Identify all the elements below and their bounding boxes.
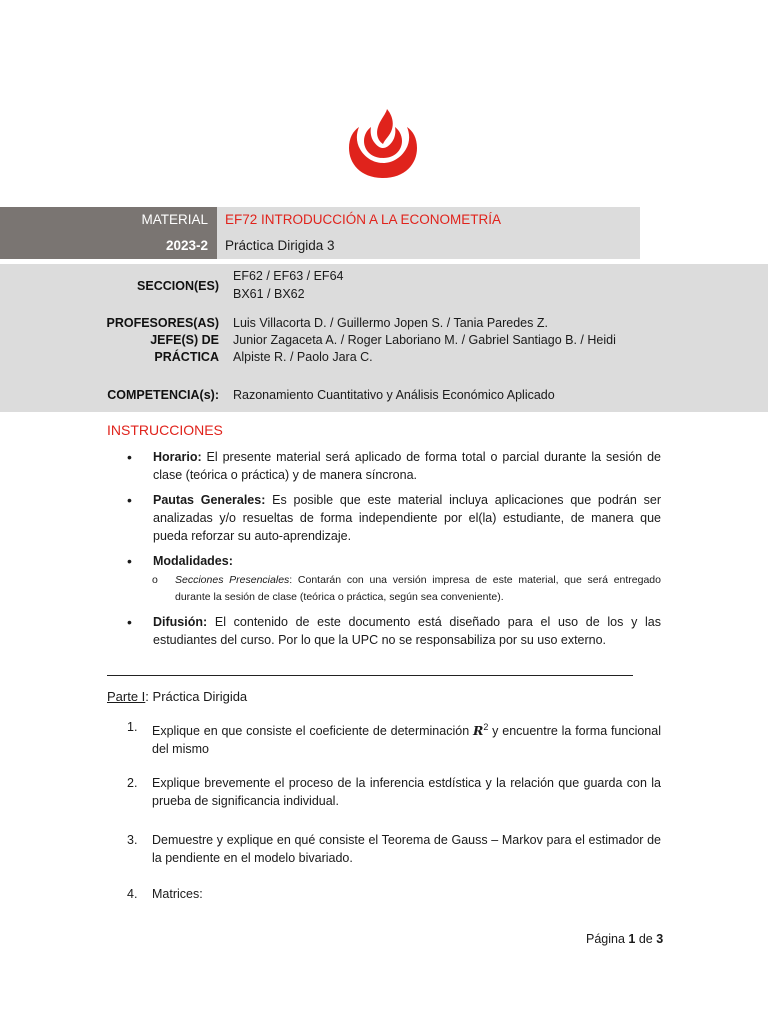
modalidades-sub-item xyxy=(123,572,661,606)
question-number: 2. xyxy=(127,776,138,790)
jefes-label-line-2: PRÁCTICA xyxy=(154,350,219,364)
material-label: MATERIAL xyxy=(0,207,217,233)
instructions-title: INSTRUCCIONES xyxy=(107,422,223,438)
part-title: : Práctica Dirigida xyxy=(145,689,248,704)
instruction-pautas xyxy=(123,491,661,545)
question-1 xyxy=(127,718,661,758)
course-title: EF72 INTRODUCCIÓN A LA ECONOMETRÍA xyxy=(217,207,640,233)
sections-line-1: EF62 / EF63 / EF64 xyxy=(233,269,344,283)
instruction-horario xyxy=(123,448,661,484)
bullet-icon: • xyxy=(127,492,132,508)
part-heading xyxy=(107,689,247,704)
bullet-icon: • xyxy=(127,553,132,569)
course-info-block xyxy=(0,264,768,412)
instruction-modalidades xyxy=(123,552,661,606)
question-1-text-post: y encuentre la forma funcional del mismo xyxy=(152,724,661,757)
header-row-period xyxy=(0,233,640,259)
question-number: 1. xyxy=(127,720,138,734)
upc-logo-icon xyxy=(347,108,419,180)
page-current: 1 xyxy=(628,932,636,946)
page-of-word: de xyxy=(635,932,657,946)
modalidades-sub-italic: Secciones Presenciales xyxy=(175,574,290,586)
activity-title: Práctica Dirigida 3 xyxy=(217,233,640,259)
professors-value: Luis Villacorta D. / Guillermo Jopen S. / Tania Paredes Z. xyxy=(233,316,548,330)
difusion-label: Difusión: xyxy=(153,615,208,629)
question-4 xyxy=(127,885,661,903)
r-squared-exponent: 2 xyxy=(483,722,489,732)
horario-text: El presente material será aplicado de forma total o parcial durante la sesión de clase (teórica o práctica) y de manera síncrona. xyxy=(153,450,661,482)
bullet-icon: • xyxy=(127,449,132,465)
question-2-text: Explique brevemente el proceso de la inferencia estdística y la relación que guarda con la prueba de significancia individual. xyxy=(152,776,661,808)
difusion-text: El contenido de este documento está diseñado para el uso de los y las estudiantes del curso. Por lo que la UPC no se responsabiliza por su uso externo. xyxy=(153,615,661,647)
pautas-label: Pautas Generales: xyxy=(153,493,266,507)
period-label: 2023-2 xyxy=(0,233,217,259)
part-label: Parte I xyxy=(107,689,146,704)
pautas-text: Es posible que este material incluya aplicaciones que podrán ser analizadas y/o resueltas de forma independiente por el(la) estudiante, de manera que pueda reforzar su auto-aprendizaje. xyxy=(153,493,661,543)
sections-label: SECCION(ES) xyxy=(137,279,219,293)
header-row-material xyxy=(0,207,640,233)
page-number xyxy=(586,932,663,946)
r-squared-symbol: R xyxy=(472,723,484,739)
modalidades-label: Modalidades: xyxy=(153,554,233,568)
bullet-icon: • xyxy=(127,614,132,630)
jefes-value-line-2: Alpiste R. / Paolo Jara C. xyxy=(233,350,373,364)
page-total: 3 xyxy=(656,932,664,946)
jefes-value-line-1: Junior Zagaceta A. / Roger Laboriano M. / Gabriel Santiago B. / Heidi xyxy=(233,333,616,347)
modalidades-sub-text: : Contarán con una versión impresa de este material, que será entregado durante la sesión de clase (teórica o práctica, según sea conveniente). xyxy=(175,574,661,603)
question-2 xyxy=(127,774,661,810)
question-1-text-pre: Explique en que consiste el coeficiente de determinación xyxy=(152,724,473,739)
question-number: 4. xyxy=(127,887,138,901)
circle-bullet-icon: o xyxy=(152,574,158,586)
question-number: 3. xyxy=(127,833,138,847)
competencia-value: Razonamiento Cuantitativo y Análisis Económico Aplicado xyxy=(233,388,555,402)
question-3 xyxy=(127,831,661,867)
question-3-text: Demuestre y explique en qué consiste el Teorema de Gauss – Markov para el estimador de la pendiente en el modelo bivariado. xyxy=(152,833,661,865)
instruction-difusion xyxy=(123,613,661,649)
question-4-text: Matrices: xyxy=(152,887,203,901)
section-divider xyxy=(107,675,633,676)
competencia-label: COMPETENCIA(s): xyxy=(107,388,219,402)
page-word: Página xyxy=(586,932,629,946)
professors-label: PROFESORES(AS) xyxy=(106,316,219,330)
instructions-list xyxy=(123,448,661,656)
sections-line-2: BX61 / BX62 xyxy=(233,287,305,301)
jefes-label-line-1: JEFE(S) DE xyxy=(150,333,219,347)
horario-label: Horario: xyxy=(153,450,202,464)
